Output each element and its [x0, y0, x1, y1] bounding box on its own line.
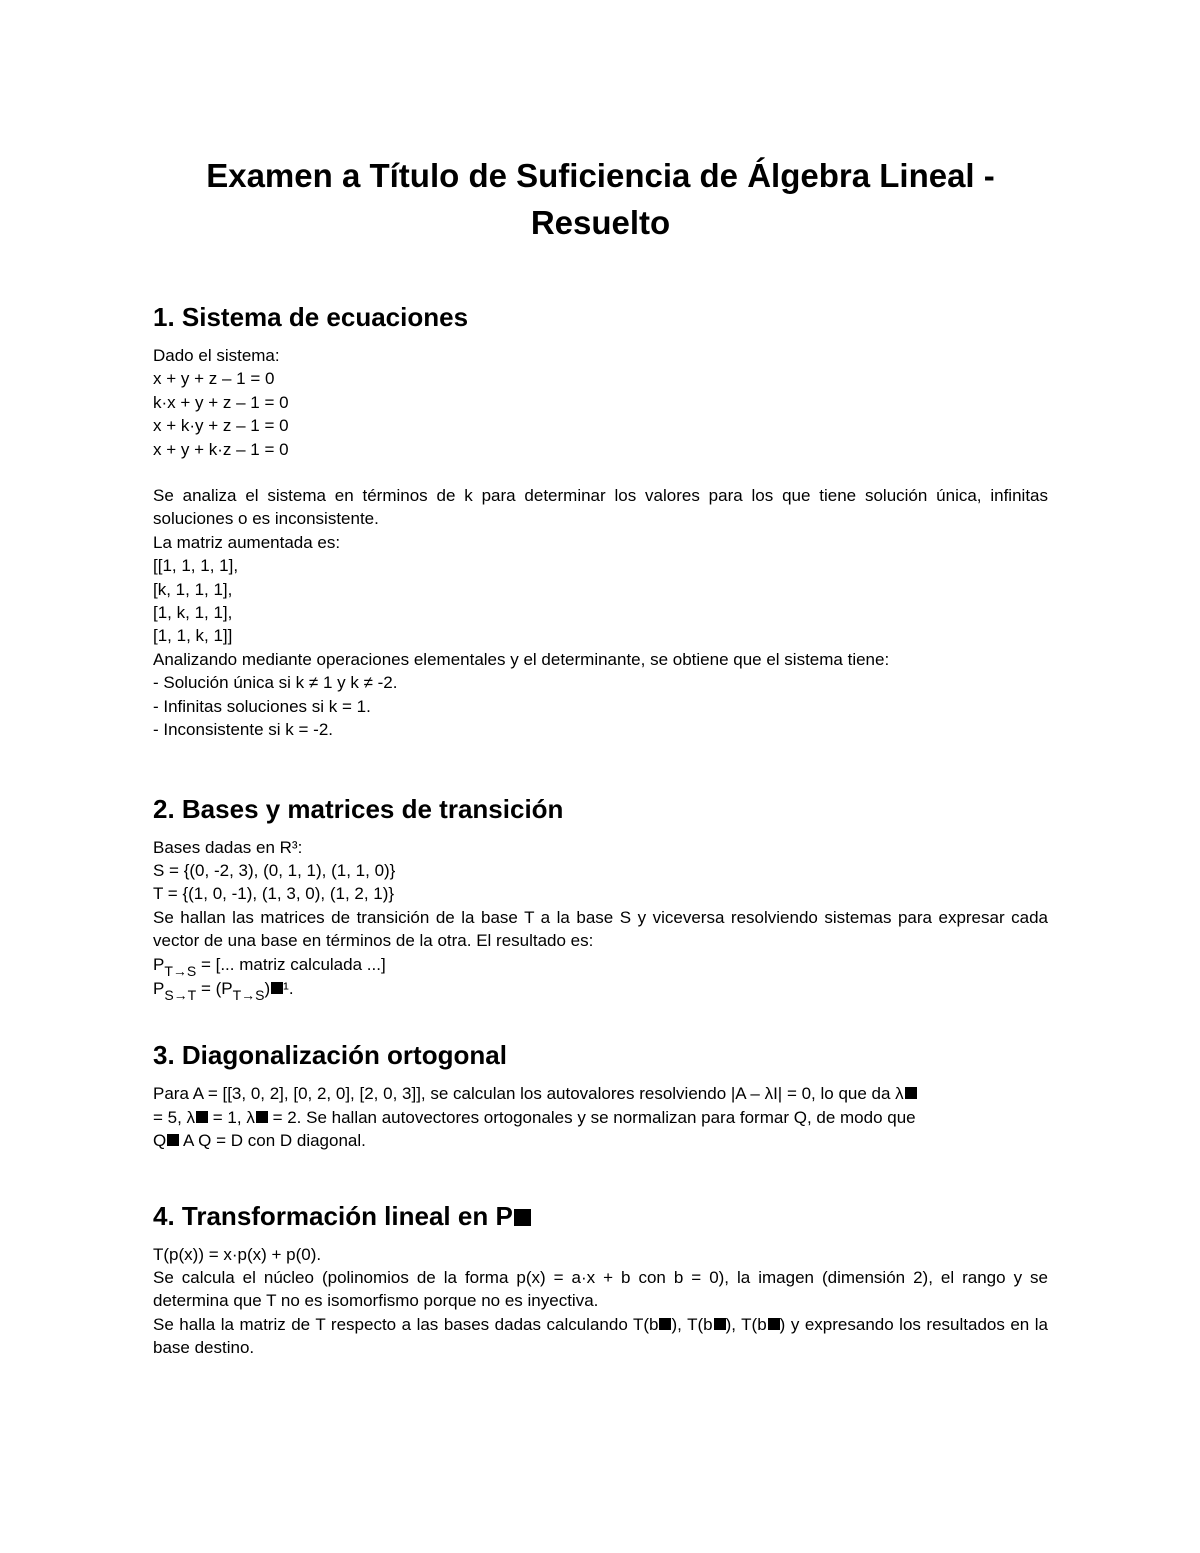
section-3-body	[153, 1082, 1048, 1152]
section-3-heading: 3. Diagonalización ortogonal	[153, 1040, 507, 1071]
matrix-text-a: Se halla la matriz de T respecto a las bases dadas calculando T(b	[153, 1314, 659, 1334]
matrix-row-1: [[1, 1, 1, 1],	[153, 556, 239, 576]
eigen-text-1: Para A = [[3, 0, 2], [0, 2, 0], [2, 0, 3]], se calculan los autovalores resolviendo |A – λI| = 0, lo que da λ	[153, 1084, 904, 1104]
missing-glyph	[905, 1087, 917, 1099]
equation-4: x + y + k·z – 1 = 0	[153, 439, 289, 459]
missing-glyph	[271, 982, 283, 994]
missing-glyph	[659, 1318, 671, 1330]
eigen-text-2a: = 5, λ	[153, 1107, 196, 1127]
bases-intro: Bases dadas en R³:	[153, 837, 303, 857]
matrix-text-d: ) y expresando los resultados en la base destino.	[153, 1314, 1048, 1358]
system-intro: Dado el sistema:	[153, 346, 280, 365]
matrix-row-2: [k, 1, 1, 1],	[153, 579, 233, 599]
matrix-row-4: [1, 1, k, 1]]	[153, 626, 233, 646]
equation-1: x + y + z – 1 = 0	[153, 369, 275, 389]
missing-glyph	[768, 1318, 780, 1330]
matrix-text-b: ), T(b	[671, 1314, 713, 1334]
eigen-line-3	[153, 1129, 1048, 1152]
section-4-body	[153, 1243, 1048, 1360]
transition-paragraph: Se hallan las matrices de transición de la base T a la base S y viceversa resolviendo sistemas para expresar cada vector de una base en términos de la otra. El resultado es:	[153, 907, 1048, 951]
inverse-open: = (P	[196, 978, 233, 998]
transformation-definition: T(p(x)) = x·p(x) + p(0).	[153, 1244, 322, 1264]
eigen-text-3a: Q	[153, 1131, 167, 1151]
kernel-paragraph: Se calcula el núcleo (polinomios de la forma p(x) = a·x + b con b = 0), la imagen (dimensión 2), el rango y se determina que T no es isomorfismo porque no es inyectiva.	[153, 1267, 1048, 1311]
case-inconsistent: - Inconsistente si k = -2.	[153, 720, 333, 740]
analysis-paragraph: Se analiza el sistema en términos de k para determinar los valores para los que tiene solución única, infinitas soluciones o es inconsistente.	[153, 486, 1048, 529]
section-1-body	[153, 344, 1048, 742]
inverse-close: )	[264, 978, 271, 998]
inner-subscript: T→S	[232, 986, 265, 1003]
section-2-heading: 2. Bases y matrices de transición	[153, 793, 564, 824]
section-4-heading	[153, 1199, 1048, 1233]
missing-glyph	[196, 1111, 208, 1123]
eigen-text-2c: = 2. Se hallan autovectores ortogonales y se normalizan para formar Q, de modo que	[267, 1107, 916, 1127]
section-1-heading: 1. Sistema de ecuaciones	[153, 302, 469, 332]
basis-t: T = {(1, 0, -1), (1, 3, 0), (1, 2, 1)}	[153, 884, 395, 904]
eigen-text-3b: A Q = D con D diagonal.	[179, 1131, 366, 1151]
matrix-row-3: [1, k, 1, 1],	[153, 603, 233, 623]
subscript-t-to-s: T→S	[164, 962, 197, 979]
eigen-text-2b: = 1, λ	[208, 1107, 255, 1127]
eigen-line-1	[153, 1082, 1048, 1105]
basis-s: S = {(0, -2, 3), (0, 1, 1), (1, 1, 0)}	[153, 860, 396, 880]
missing-glyph	[514, 1209, 531, 1226]
missing-glyph	[256, 1111, 268, 1123]
conclusion-text: Analizando mediante operaciones elementales y el determinante, se obtiene que el sistema tiene:	[153, 649, 890, 669]
matrix-intro: La matriz aumentada es:	[153, 532, 341, 552]
eigen-line-2	[153, 1106, 1048, 1129]
case-unique: - Solución única si k ≠ 1 y k ≠ -2.	[153, 673, 398, 693]
matrix-text-c: ), T(b	[725, 1314, 767, 1334]
section-2-body	[153, 836, 1048, 1002]
missing-glyph	[714, 1318, 726, 1330]
transition-matrix-t-to-s: $P_{T\to S}$ = [... matriz calculada ...]	[153, 954, 386, 979]
case-infinite: - Infinitas soluciones si k = 1.	[153, 696, 371, 716]
section-4-heading-text: 4. Transformación lineal en P	[153, 1200, 513, 1231]
subscript-s-to-t: S→T	[164, 986, 197, 1003]
equation-2: k·x + y + z – 1 = 0	[153, 392, 289, 412]
inverse-exponent: ¹.	[283, 978, 294, 998]
equation-3: x + k·y + z – 1 = 0	[153, 416, 289, 436]
missing-glyph	[167, 1134, 179, 1146]
document-title: Examen a Título de Suficiencia de Álgebra Lineal - Resuelto	[206, 157, 995, 241]
transition-matrix-s-to-t: $P_{S\to T} = (P_{T\to S})$ ¹.	[153, 978, 294, 1003]
matrix-paragraph	[153, 1313, 1048, 1360]
transition-matrix-value: = [... matriz calculada ...]	[196, 954, 386, 974]
document-page	[153, 150, 1048, 1360]
